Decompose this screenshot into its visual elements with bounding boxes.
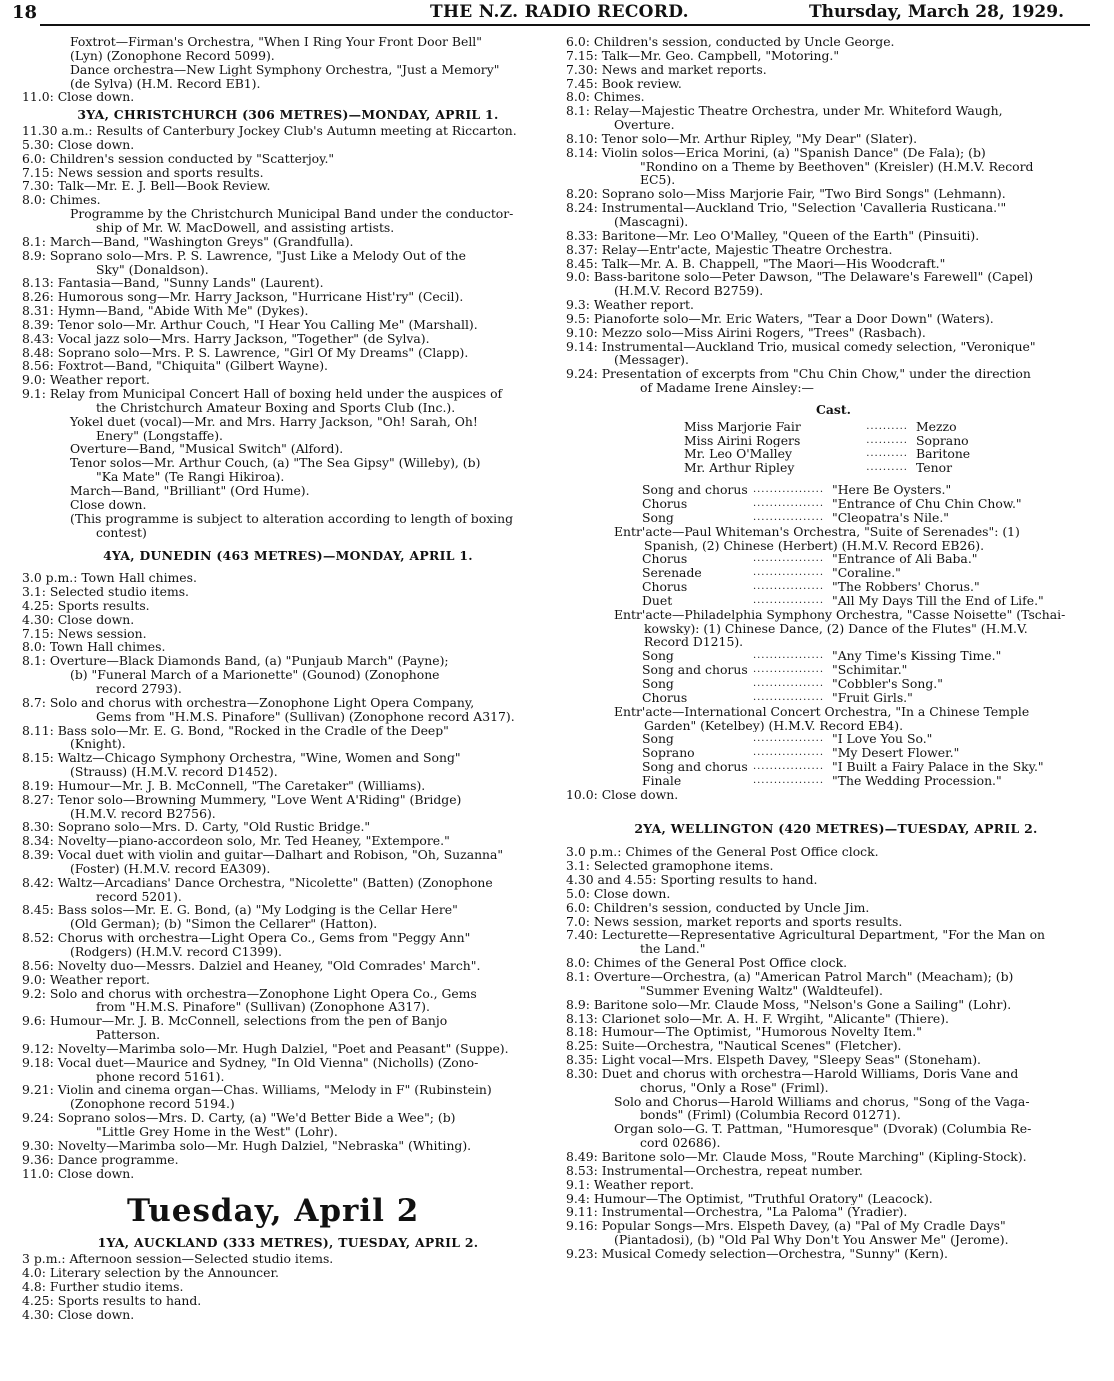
type-label: Song ................. bbox=[642, 676, 824, 691]
program-item bbox=[566, 663, 1106, 677]
program-item bbox=[566, 511, 1106, 525]
text-line: Foxtrot—Firman's Orchestra, "When I Ring Your Front Door Bell" bbox=[70, 35, 482, 49]
text-line: 9.14: Instrumental—Auckland Trio, musical comedy selection, "Veronique" bbox=[566, 339, 1036, 354]
text-line: 8.27: Tenor solo—Browning Mummery, "Love Went A'Riding" (Bridge) bbox=[22, 792, 462, 807]
text-line: 8.48: Soprano solo—Mrs. P. S. Lawrence, "Girl Of My Dreams" (Clapp). bbox=[22, 345, 469, 360]
text-line: Enery" (Longstaffe). bbox=[96, 428, 223, 443]
close-down-line: 10.0: Close down. bbox=[566, 787, 679, 802]
role-value: Tenor bbox=[916, 461, 952, 476]
text-line: Spanish, (2) Chinese (Herbert) (H.M.V. Record EB26). bbox=[644, 538, 985, 553]
text-line: 8.25: Suite—Orchestra, "Nautical Scenes" (Fletcher). bbox=[566, 1039, 902, 1054]
text-line: Solo and Chorus—Harold Williams and chorus, "Song of the Vaga- bbox=[614, 1094, 1030, 1109]
text-line: 11.0: Close down. bbox=[22, 1166, 135, 1181]
text-line: the Christchurch Amateur Boxing and Sports Club (Inc.). bbox=[96, 400, 456, 415]
text-line: record 5201). bbox=[96, 889, 182, 904]
issue-date: Thursday, March 28, 1929. bbox=[808, 2, 1064, 22]
program-item bbox=[566, 420, 1106, 434]
text-line: (Zonophone record 5194.) bbox=[70, 1097, 235, 1112]
text-line: (Foster) (H.M.V. record EA309). bbox=[70, 861, 271, 876]
text-line: 5.30: Close down. bbox=[22, 137, 135, 152]
program-item bbox=[566, 580, 1106, 594]
text-line: 8.56: Novelty duo—Messrs. Dalziel and Heaney, "Old Comrades' March". bbox=[22, 958, 481, 973]
type-label: Song and chorus ................. bbox=[642, 760, 824, 774]
leader-dots: ................. bbox=[752, 664, 824, 676]
text-line: 8.24: Instrumental—Auckland Trio, "Selection 'Cavalleria Rusticana.'" bbox=[566, 201, 1007, 215]
text-line: 8.15: Waltz—Chicago Symphony Orchestra, "Wine, Women and Song" bbox=[22, 751, 461, 766]
entracte-1 bbox=[566, 525, 1106, 553]
text-line: 3.1: Selected gramophone items. bbox=[566, 859, 774, 874]
type-label: Song ................. bbox=[642, 732, 824, 747]
lines-2ya bbox=[566, 845, 1106, 1260]
text-line: March—Band, "Brilliant" (Ord Hume). bbox=[70, 484, 310, 498]
leader-dots: ................. bbox=[752, 553, 824, 565]
entracte-2 bbox=[566, 608, 1106, 650]
text-line: of Madame Irene Ainsley:— bbox=[640, 381, 814, 395]
text-line: 7.30: News and market reports. bbox=[566, 62, 767, 77]
text-line: 8.13: Clarionet solo—Mr. A. H. F. Wrgiht, "Alicante" (Thiere). bbox=[566, 1011, 949, 1026]
text-line: (b) "Funeral March of a Marionette" (Gounod) (Zonophone bbox=[70, 668, 440, 682]
text-line: "Rondino on a Theme by Beethoven" (Kreisler) (H.M.V. Record bbox=[640, 159, 1034, 174]
text-line: 5.0: Close down. bbox=[566, 886, 671, 901]
text-line: 8.39: Vocal duet with violin and guitar—Dalhart and Robison, "Oh, Suzanna" bbox=[22, 848, 504, 862]
text-line: 7.40: Lecturette—Representative Agricultural Department, "For the Man on bbox=[566, 928, 1046, 943]
text-line: from "H.M.S. Pinafore" (Sullivan) (Zonophone A317). bbox=[96, 1000, 430, 1015]
name-label: Miss Marjorie Fair .......... bbox=[684, 419, 908, 434]
text-line: 11.30 a.m.: Results of Canterbury Jockey Club's Autumn meeting at Riccarton. bbox=[22, 124, 517, 138]
type-label: Chorus ................. bbox=[642, 580, 824, 594]
leader-dots: ................. bbox=[752, 567, 824, 579]
text-line: 8.53: Instrumental—Orchestra, repeat number. bbox=[566, 1163, 863, 1178]
text-line: Dance orchestra—New Light Symphony Orchestra, "Just a Memory" bbox=[70, 62, 500, 77]
songs-3 bbox=[566, 649, 1106, 704]
text-line: 3.1: Selected studio items. bbox=[22, 585, 189, 599]
text-line: 9.6: Humour—Mr. J. B. McConnell, selections from the pen of Banjo bbox=[22, 1014, 448, 1029]
text-line: 8.0: Town Hall chimes. bbox=[22, 640, 166, 655]
heading-3ya: 3YA, CHRISTCHURCH (306 METRES)—MONDAY, APRIL 1. bbox=[77, 108, 499, 123]
title-value: "Here Be Oysters." bbox=[832, 483, 952, 497]
program-item bbox=[566, 594, 1106, 608]
leader-dots: ................. bbox=[752, 747, 824, 759]
text-line: phone record 5161). bbox=[96, 1069, 225, 1084]
leader-dots: .......... bbox=[866, 434, 908, 446]
title-value: "Schimitar." bbox=[832, 663, 908, 677]
text-line: Entr'acte—Philadelphia Symphony Orchestra, "Casse Noisette" (Tschai- bbox=[614, 607, 1066, 622]
text-line: 7.45: Book review. bbox=[566, 76, 682, 91]
leader-dots: ................. bbox=[752, 733, 824, 745]
text-line: 8.49: Baritone solo—Mr. Claude Moss, "Route Marching" (Kipling-Stock). bbox=[566, 1149, 1027, 1164]
text-line: record 2793). bbox=[96, 681, 182, 696]
text-line: 9.23: Musical Comedy selection—Orchestra, "Sunny" (Kern). bbox=[566, 1246, 948, 1261]
text-line: 8.56: Foxtrot—Band, "Chiquita" (Gilbert Wayne). bbox=[22, 359, 328, 374]
program-item bbox=[566, 434, 1106, 448]
text-line: 8.11: Bass solo—Mr. E. G. Bond, "Rocked in the Cradle of the Deep" bbox=[22, 723, 449, 738]
heading-1ya: 1YA, AUCKLAND (333 METRES), TUESDAY, APRIL 2. bbox=[97, 1236, 479, 1251]
cast-heading: Cast. bbox=[816, 401, 851, 417]
text-line: 9.30: Novelty—Marimba solo—Mr. Hugh Dalziel, "Nebraska" (Whiting). bbox=[22, 1138, 472, 1153]
text-line: 8.1: March—Band, "Washington Greys" (Grandfulla). bbox=[22, 234, 354, 249]
text-line: Yokel duet (vocal)—Mr. and Mrs. Harry Jackson, "Oh! Sarah, Oh! bbox=[70, 414, 478, 429]
text-line: Entr'acte—Paul Whiteman's Orchestra, "Suite of Serenades": (1) bbox=[614, 524, 1020, 539]
title-value: "The Wedding Procession." bbox=[832, 773, 1002, 788]
text-line: (H.M.V. Record B2759). bbox=[614, 284, 764, 299]
text-line: 9.1: Weather report. bbox=[566, 1177, 694, 1192]
text-line: 8.7: Solo and chorus with orchestra—Zonophone Light Opera Company, bbox=[22, 695, 475, 710]
title-value: "Cleopatra's Nile." bbox=[832, 510, 949, 525]
lines-1ya-evening bbox=[566, 35, 1106, 395]
cast-list bbox=[566, 420, 1106, 475]
text-line: Overture—Band, "Musical Switch" (Alford). bbox=[70, 442, 344, 457]
text-line: (Messager). bbox=[614, 353, 689, 368]
title-value: "All My Days Till the End of Life." bbox=[832, 593, 1044, 608]
text-line: (Strauss) (H.M.V. record D1452). bbox=[70, 765, 278, 779]
leader-dots: .......... bbox=[866, 462, 908, 474]
text-line: (Mascagni). bbox=[614, 214, 689, 229]
right-column bbox=[566, 35, 1106, 1261]
text-line: 4.30: Close down. bbox=[22, 612, 135, 627]
text-line: 9.10: Mezzo solo—Miss Airini Rogers, "Trees" (Rasbach). bbox=[566, 325, 926, 340]
leader-dots: ................. bbox=[752, 484, 824, 496]
text-line: 8.37: Relay—Entr'acte, Majestic Theatre Orchestra. bbox=[566, 242, 893, 257]
name-label: Mr. Leo O'Malley .......... bbox=[684, 447, 908, 462]
text-line: 9.0: Weather report. bbox=[22, 373, 150, 388]
name-label: Miss Airini Rogers .......... bbox=[684, 433, 908, 448]
left-column bbox=[22, 35, 554, 1321]
text-line: 8.42: Waltz—Arcadians' Dance Orchestra, "Nicolette" (Batten) (Zonophone bbox=[22, 875, 493, 890]
text-line: Sky" (Donaldson). bbox=[96, 262, 209, 277]
leader-dots: ................. bbox=[752, 581, 824, 593]
text-line: ship of Mr. W. MacDowell, and assisting artists. bbox=[96, 220, 395, 235]
text-line: 7.15: Talk—Mr. Geo. Campbell, "Motoring." bbox=[566, 48, 840, 63]
text-line: EC5). bbox=[640, 173, 676, 188]
text-line: 4.30 and 4.55: Sporting results to hand. bbox=[566, 873, 818, 887]
program-item bbox=[566, 649, 1106, 663]
text-line: (Old German); (b) "Simon the Cellarer" (Hatton). bbox=[70, 917, 378, 932]
leader-dots: ................. bbox=[752, 511, 824, 523]
text-line: "Ka Mate" (Te Rangi Hikiroa). bbox=[96, 470, 285, 484]
text-line: 9.24: Soprano solos—Mrs. D. Carty, (a) "We'd Better Bide a Wee"; (b) bbox=[22, 1111, 456, 1125]
heading-2ya: 2YA, WELLINGTON (420 METRES)—TUESDAY, APRIL 2. bbox=[634, 821, 1038, 836]
text-line: 9.11: Instrumental—Orchestra, "La Paloma" (Yradier). bbox=[566, 1205, 908, 1220]
text-line: Record D1215). bbox=[644, 635, 744, 650]
text-line: 8.18: Humour—The Optimist, "Humorous Novelty Item." bbox=[566, 1025, 922, 1040]
text-line: 8.1: Overture—Black Diamonds Band, (a) "Punjaub March" (Payne); bbox=[22, 654, 449, 669]
program-item bbox=[566, 447, 1106, 461]
title-value: "Entrance of Ali Baba." bbox=[832, 552, 978, 567]
lines-3ya bbox=[22, 124, 554, 539]
text-line: chorus, "Only a Rose" (Friml). bbox=[640, 1080, 829, 1095]
text-line: 3.0 p.m.: Chimes of the General Post Office clock. bbox=[566, 845, 879, 860]
text-line: 8.9: Baritone solo—Mr. Claude Moss, "Nelson's Gone a Sailing" (Lohr). bbox=[566, 997, 1012, 1012]
type-label: Song and chorus ................. bbox=[642, 663, 824, 677]
text-line: the Land." bbox=[640, 942, 706, 957]
leader-dots: ................. bbox=[752, 677, 824, 689]
songs-2 bbox=[566, 552, 1106, 607]
text-line: 3.0 p.m.: Town Hall chimes. bbox=[22, 571, 197, 586]
text-line: 7.15: News session. bbox=[22, 626, 147, 641]
title-value: "Any Time's Kissing Time." bbox=[832, 649, 1002, 664]
text-line: 8.45: Talk—Mr. A. B. Chappell, "The Maori—His Woodcraft." bbox=[566, 256, 946, 271]
text-line: contest) bbox=[96, 525, 147, 540]
text-line: Overture. bbox=[614, 118, 675, 132]
text-line: 8.20: Soprano solo—Miss Marjorie Fair, "Two Bird Songs" (Lehmann). bbox=[566, 187, 1006, 202]
text-line: bonds" (Friml) (Columbia Record 01271). bbox=[640, 1108, 901, 1123]
program-item bbox=[566, 746, 1106, 760]
role-value: Soprano bbox=[916, 433, 969, 448]
text-line: 8.0: Chimes. bbox=[566, 90, 645, 105]
leader-dots: ................. bbox=[752, 594, 824, 606]
role-value: Mezzo bbox=[916, 419, 957, 434]
songs-1 bbox=[566, 483, 1106, 525]
type-label: Serenade ................. bbox=[642, 566, 824, 581]
program-item bbox=[566, 497, 1106, 511]
type-label: Song and chorus ................. bbox=[642, 483, 824, 497]
text-line: (H.M.V. record B2756). bbox=[70, 806, 216, 821]
title-value: "I Love You So." bbox=[832, 732, 933, 747]
type-label: Soprano ................. bbox=[642, 746, 824, 761]
program-item bbox=[566, 691, 1106, 705]
text-line: (Piantadosi), (b) "Old Pal Why Don't You Answer Me" (Jerome). bbox=[614, 1233, 1009, 1247]
text-line: Tenor solos—Mr. Arthur Couch, (a) "The Sea Gipsy" (Willeby), (b) bbox=[70, 456, 481, 471]
text-line: 8.1: Overture—Orchestra, (a) "American Patrol March" (Meacham); (b) bbox=[566, 970, 1014, 984]
text-line: 9.18: Vocal duet—Maurice and Sydney, "In Old Vienna" (Nicholls) (Zono- bbox=[22, 1055, 479, 1070]
page-header bbox=[0, 0, 1114, 24]
text-line: 8.19: Humour—Mr. J. B. McConnell, "The Caretaker" (Williams). bbox=[22, 778, 426, 793]
text-line: 8.33: Baritone—Mr. Leo O'Malley, "Queen of the Earth" (Pinsuiti). bbox=[566, 228, 980, 243]
text-line: 7.15: News session and sports results. bbox=[22, 165, 264, 180]
program-item bbox=[566, 483, 1106, 497]
songs-4 bbox=[566, 732, 1106, 787]
title-value: "My Desert Flower." bbox=[832, 746, 960, 761]
lines-1ya bbox=[22, 1252, 554, 1321]
text-line: 7.0: News session, market reports and sports results. bbox=[566, 914, 903, 929]
text-line: 8.34: Novelty—piano-accordeon solo, Mr. Ted Heaney, "Extempore." bbox=[22, 834, 450, 849]
text-line: 7.30: Talk—Mr. E. J. Bell—Book Review. bbox=[22, 179, 271, 194]
name-label: Mr. Arthur Ripley .......... bbox=[684, 461, 908, 476]
type-label: Song ................. bbox=[642, 510, 824, 525]
program-item bbox=[566, 552, 1106, 566]
text-line: (de Sylva) (H.M. Record EB1). bbox=[70, 76, 261, 91]
leader-dots: ................. bbox=[752, 691, 824, 703]
text-line: 8.39: Tenor solo—Mr. Arthur Couch, "I Hear You Calling Me" (Marshall). bbox=[22, 317, 478, 332]
text-line: (Knight). bbox=[70, 737, 126, 752]
type-label: Chorus ................. bbox=[642, 552, 824, 567]
text-line: 8.13: Fantasia—Band, "Sunny Lands" (Laurent). bbox=[22, 276, 324, 291]
text-line: 8.0: Chimes. bbox=[22, 193, 101, 208]
leader-dots: ................. bbox=[752, 761, 824, 773]
text-line: 6.0: Children's session, conducted by Uncle George. bbox=[566, 35, 895, 49]
text-line: "Summer Evening Waltz" (Waldteufel). bbox=[640, 983, 883, 998]
text-line: "Little Grey Home in the West" (Lohr). bbox=[96, 1124, 338, 1139]
program-item bbox=[566, 677, 1106, 691]
leader-dots: ................. bbox=[752, 774, 824, 786]
entracte-3 bbox=[566, 705, 1106, 733]
text-line: 4.0: Literary selection by the Announcer. bbox=[22, 1266, 279, 1280]
text-line: 9.24: Presentation of excerpts from "Chu Chin Chow," under the direction bbox=[566, 367, 1031, 382]
text-line: 9.4: Humour—The Optimist, "Truthful Oratory" (Leacock). bbox=[566, 1191, 933, 1206]
text-line: 4.25: Sports results to hand. bbox=[22, 1293, 202, 1308]
text-line: 8.14: Violin solos—Erica Morini, (a) "Spanish Dance" (De Fala); (b) bbox=[566, 145, 986, 160]
text-line: 8.10: Tenor solo—Mr. Arthur Ripley, "My Dear" (Slater). bbox=[566, 131, 918, 146]
type-label: Chorus ................. bbox=[642, 690, 824, 705]
text-line: kowsky): (1) Chinese Dance, (2) Dance of the Flutes" (H.M.V. bbox=[644, 621, 1028, 636]
text-line: Patterson. bbox=[96, 1028, 161, 1042]
title-value: "Cobbler's Song." bbox=[832, 676, 943, 691]
intro-lines bbox=[22, 35, 554, 104]
text-line: 3 p.m.: Afternoon session—Selected studio items. bbox=[22, 1252, 334, 1267]
text-line: (Rodgers) (H.M.V. record C1399). bbox=[70, 945, 282, 959]
text-line: 4.30: Close down. bbox=[22, 1307, 135, 1322]
text-line: (This programme is subject to alteration according to length of boxing bbox=[70, 511, 514, 526]
text-line: 9.1: Relay from Municipal Concert Hall of boxing held under the auspices of bbox=[22, 387, 503, 401]
day-heading: Tuesday, April 2 bbox=[127, 1194, 420, 1229]
text-line: Close down. bbox=[70, 497, 147, 512]
text-line: 11.0: Close down. bbox=[22, 90, 135, 105]
text-line: 8.43: Vocal jazz solo—Mrs. Harry Jackson, "Together" (de Sylva). bbox=[22, 331, 430, 346]
text-line: 9.21: Violin and cinema organ—Chas. Williams, "Melody in F" (Rubinstein) bbox=[22, 1083, 492, 1098]
type-label: Duet ................. bbox=[642, 593, 824, 608]
leader-dots: .......... bbox=[866, 448, 908, 460]
title-value: "Fruit Girls." bbox=[832, 690, 913, 705]
text-line: cord 02686). bbox=[640, 1136, 721, 1150]
text-line: Organ solo—G. T. Pattman, "Humoresque" (Dvorak) (Columbia Re- bbox=[614, 1122, 1032, 1137]
title-value: "Coraline." bbox=[832, 566, 901, 581]
program-item bbox=[566, 732, 1106, 746]
publication-title: THE N.Z. RADIO RECORD. bbox=[430, 2, 689, 22]
title-value: "I Built a Fairy Palace in the Sky." bbox=[832, 760, 1044, 774]
text-line: 8.30: Duet and chorus with orchestra—Harold Williams, Doris Vane and bbox=[566, 1066, 1019, 1081]
text-line: 8.31: Hymn—Band, "Abide With Me" (Dykes). bbox=[22, 304, 309, 318]
text-line: 9.2: Solo and chorus with orchestra—Zonophone Light Opera Co., Gems bbox=[22, 986, 477, 1001]
text-line: 8.30: Soprano solo—Mrs. D. Carty, "Old Rustic Bridge." bbox=[22, 820, 371, 835]
leader-dots: .......... bbox=[866, 420, 908, 432]
text-line: 6.0: Children's session, conducted by Uncle Jim. bbox=[566, 900, 870, 915]
text-line: 8.26: Humorous song—Mr. Harry Jackson, "Hurricane Hist'ry" (Cecil). bbox=[22, 290, 464, 305]
text-line: Garden" (Ketelbey) (H.M.V. Record EB4). bbox=[644, 718, 904, 733]
text-line: Programme by the Christchurch Municipal Band under the conductor- bbox=[70, 207, 514, 221]
text-line: 4.8: Further studio items. bbox=[22, 1279, 184, 1294]
leader-dots: ................. bbox=[752, 650, 824, 662]
program-item bbox=[566, 760, 1106, 774]
text-line: 8.9: Soprano solo—Mrs. P. S. Lawrence, "Just Like a Melody Out of the bbox=[22, 248, 466, 263]
program-item bbox=[566, 774, 1106, 788]
text-line: 9.5: Pianoforte solo—Mr. Eric Waters, "Tear a Door Down" (Waters). bbox=[566, 311, 994, 326]
text-line: 9.0: Bass-baritone solo—Peter Dawson, "The Delaware's Farewell" (Capel) bbox=[566, 270, 1034, 285]
text-line: 9.16: Popular Songs—Mrs. Elspeth Davey, (a) "Pal of My Cradle Days" bbox=[566, 1219, 1006, 1234]
text-line: 9.3: Weather report. bbox=[566, 298, 694, 312]
text-line: 8.35: Light vocal—Mrs. Elspeth Davey, "Sleepy Seas" (Stoneham). bbox=[566, 1053, 981, 1067]
role-value: Baritone bbox=[916, 447, 971, 462]
text-line: Entr'acte—International Concert Orchestra, "In a Chinese Temple bbox=[614, 704, 1030, 719]
type-label: Chorus ................. bbox=[642, 497, 824, 511]
text-line: Gems from "H.M.S. Pinafore" (Sullivan) (Zonophone record A317). bbox=[96, 709, 515, 724]
text-line: 9.0: Weather report. bbox=[22, 972, 150, 987]
text-line: 8.0: Chimes of the General Post Office clock. bbox=[566, 956, 848, 970]
text-line: 4.25: Sports results. bbox=[22, 598, 150, 613]
text-line: 8.45: Bass solos—Mr. E. G. Bond, (a) "My Lodging is the Cellar Here" bbox=[22, 903, 458, 918]
text-line: (Lyn) (Zonophone Record 5099). bbox=[70, 48, 275, 63]
leader-dots: ................. bbox=[752, 498, 824, 509]
text-line: 8.52: Chorus with orchestra—Light Opera Co., Gems from "Peggy Ann" bbox=[22, 931, 471, 945]
header-rule bbox=[40, 24, 1090, 26]
heading-4ya: 4YA, DUNEDIN (463 METRES)—MONDAY, APRIL 1. bbox=[103, 549, 473, 564]
type-label: Finale ................. bbox=[642, 773, 824, 788]
text-line: 9.12: Novelty—Marimba solo—Mr. Hugh Dalziel, "Poet and Peasant" (Suppe). bbox=[22, 1041, 509, 1056]
program-item bbox=[566, 461, 1106, 475]
title-value: "The Robbers' Chorus." bbox=[832, 580, 980, 594]
title-value: "Entrance of Chu Chin Chow." bbox=[832, 497, 1022, 511]
text-line: 6.0: Children's session conducted by "Scatterjoy." bbox=[22, 151, 335, 166]
type-label: Song ................. bbox=[642, 649, 824, 664]
lines-4ya bbox=[22, 571, 554, 1180]
text-line: 9.36: Dance programme. bbox=[22, 1152, 179, 1167]
text-line: 8.1: Relay—Majestic Theatre Orchestra, under Mr. Whiteford Waugh, bbox=[566, 104, 1003, 119]
program-item bbox=[566, 566, 1106, 580]
page-number: 18 bbox=[12, 2, 38, 23]
